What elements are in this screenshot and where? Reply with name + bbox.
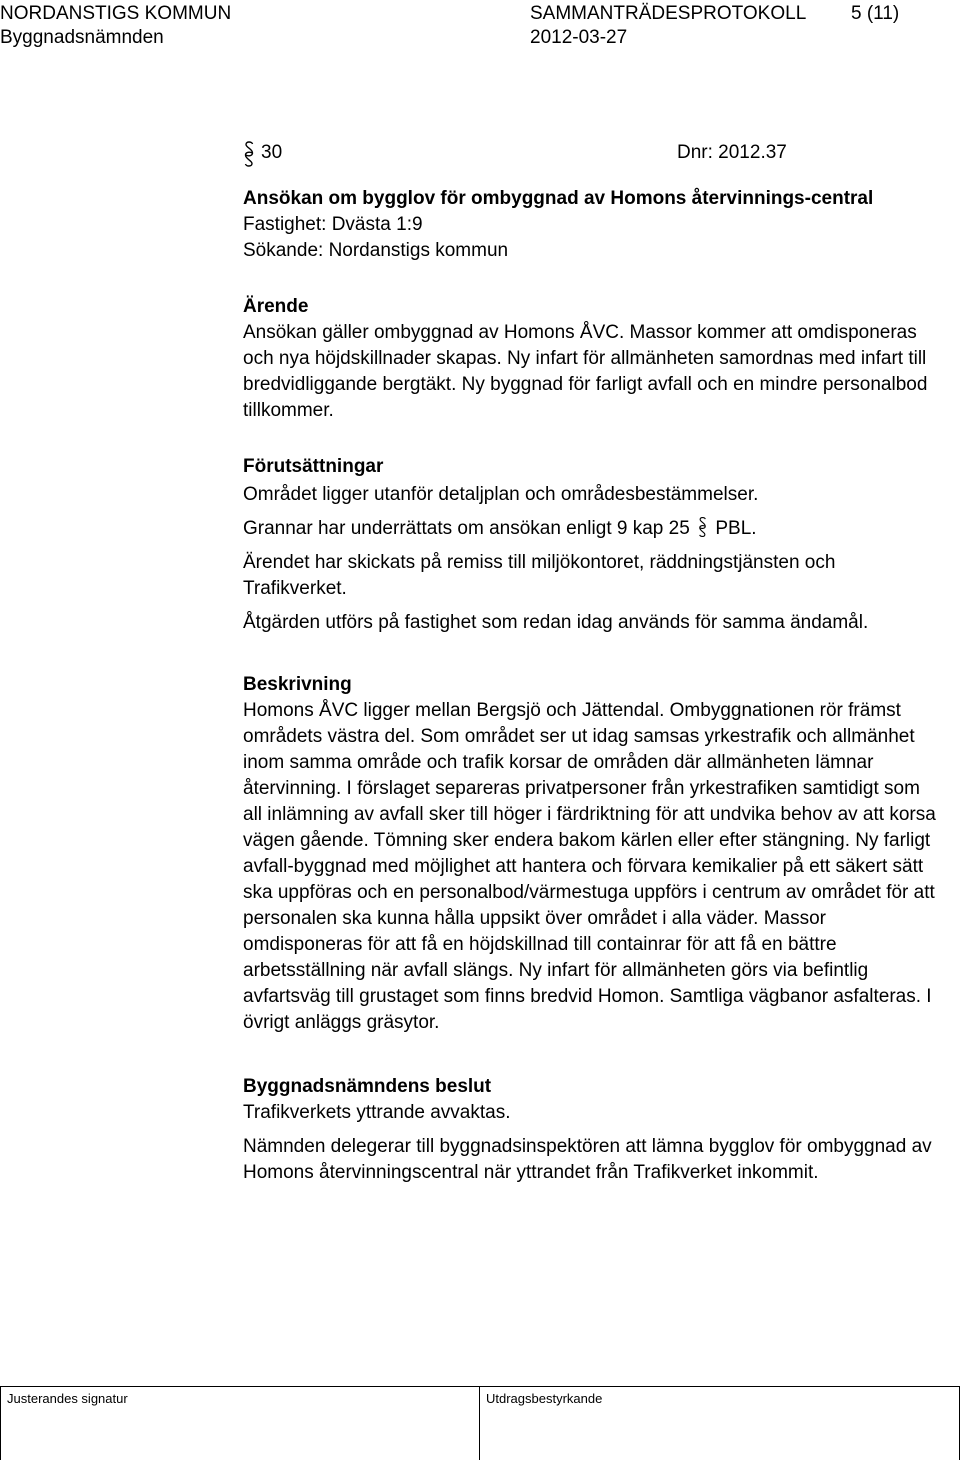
- section-arende: [243, 294, 943, 424]
- section-beslut: [243, 1074, 943, 1186]
- case-header: [243, 138, 943, 170]
- beslut-p2: Nämnden delegerar till byggnadsinspektören att lämna bygglov för ombyggnad av Homons återvinningscentral när yttrandet från Trafikverket inkommit.: [243, 1136, 932, 1183]
- forutsattningar-p2: [243, 516, 943, 542]
- arende-text: Ansökan gäller ombyggnad av Homons ÅVC. Massor kommer att omdisponeras och nya höjdskillnader skapas. Ny infart för allmänheten samordnas med infart till bredvidliggande bergtäkt. Ny byggnad för farligt avfall och en mindre personalbod tillkommer.: [243, 322, 928, 421]
- header-date: 2012-03-27: [530, 27, 628, 48]
- forutsattningar-p3: Ärendet har skickats på remiss till miljökontoret, räddningstjänsten och Trafikverket.: [243, 552, 836, 599]
- forutsattningar-p4: Åtgärden utförs på fastighet som redan idag används för samma ändamål.: [243, 612, 869, 633]
- case-property: Fastighet: Dvästa 1:9: [243, 214, 423, 235]
- heading-arende: Ärende: [243, 296, 309, 317]
- forutsattningar-p2-pbl: PBL.: [715, 518, 757, 539]
- case-number: 30: [261, 142, 283, 163]
- header-page-number: 5 (11): [851, 3, 900, 24]
- paragraph-sign-icon: [697, 516, 708, 538]
- footer-divider: [0, 1387, 1, 1460]
- case-title: Ansökan om bygglov för ombyggnad av Homons återvinnings-central: [243, 188, 874, 209]
- signature-label: Justerandes signatur: [7, 1391, 128, 1406]
- forutsattningar-p2-text: Grannar har underrättats om ansökan enligt 9 kap 25: [243, 518, 690, 539]
- heading-forutsattningar: Förutsättningar: [243, 456, 384, 477]
- case-dnr: Dnr: 2012.37: [677, 142, 787, 163]
- signature-footer: [0, 1386, 960, 1460]
- heading-beslut: Byggnadsnämndens beslut: [243, 1076, 492, 1097]
- header-org: NORDANSTIGS KOMMUN: [0, 3, 232, 24]
- extract-label: Utdragsbestyrkande: [486, 1391, 603, 1406]
- paragraph-sign-icon: [243, 140, 255, 168]
- footer-divider: [479, 1387, 480, 1460]
- heading-beskrivning: Beskrivning: [243, 674, 352, 695]
- section-beskrivning: [243, 672, 943, 1036]
- forutsattningar-p1: Området ligger utanför detaljplan och områdesbestämmelser.: [243, 484, 759, 505]
- beslut-p1: Trafikverkets yttrande avvaktas.: [243, 1102, 511, 1123]
- header-committee: Byggnadsnämnden: [0, 27, 164, 48]
- protocol-body: [243, 138, 943, 1186]
- section-forutsattningar: [243, 454, 943, 636]
- beskrivning-text: Homons ÅVC ligger mellan Bergsjö och Jättendal. Ombyggnationen rör främst områdets västra del. Som området ser ut idag samsas yrkestrafik och allmänhet inom samma område och trafik korsar de områden där allmänheten lämnar återvinning. I förslaget separeras privatpersoner från yrkestrafiken samtidigt som all inlämning av avfall sker till höger i färdriktning för att undvika behov av att korsa vägen gående. Tömning sker endera bakom kärlen eller efter stängning. Ny farligt avfall-byggnad med möjlighet att hantera och förvara kemikalier på ett säkert sätt ska uppföras och en personalbod/värmestuga uppförs i centrum av området för att personalen ska kunna hålla uppsikt över området i alla väder. Massor omdisponeras för att få en höjdskillnad till containrar för att få en bättre arbetsställning när avfall slängs. Ny infart för allmänheten görs via befintlig avfartsväg till grustaget som finns bredvid Homon. Samtliga vägbanor asfalteras. I övrigt anläggs gräsytor.: [243, 700, 936, 1033]
- header-doc-type: SAMMANTRÄDESPROTOKOLL: [530, 3, 807, 24]
- case-applicant: Sökande: Nordanstigs kommun: [243, 240, 509, 261]
